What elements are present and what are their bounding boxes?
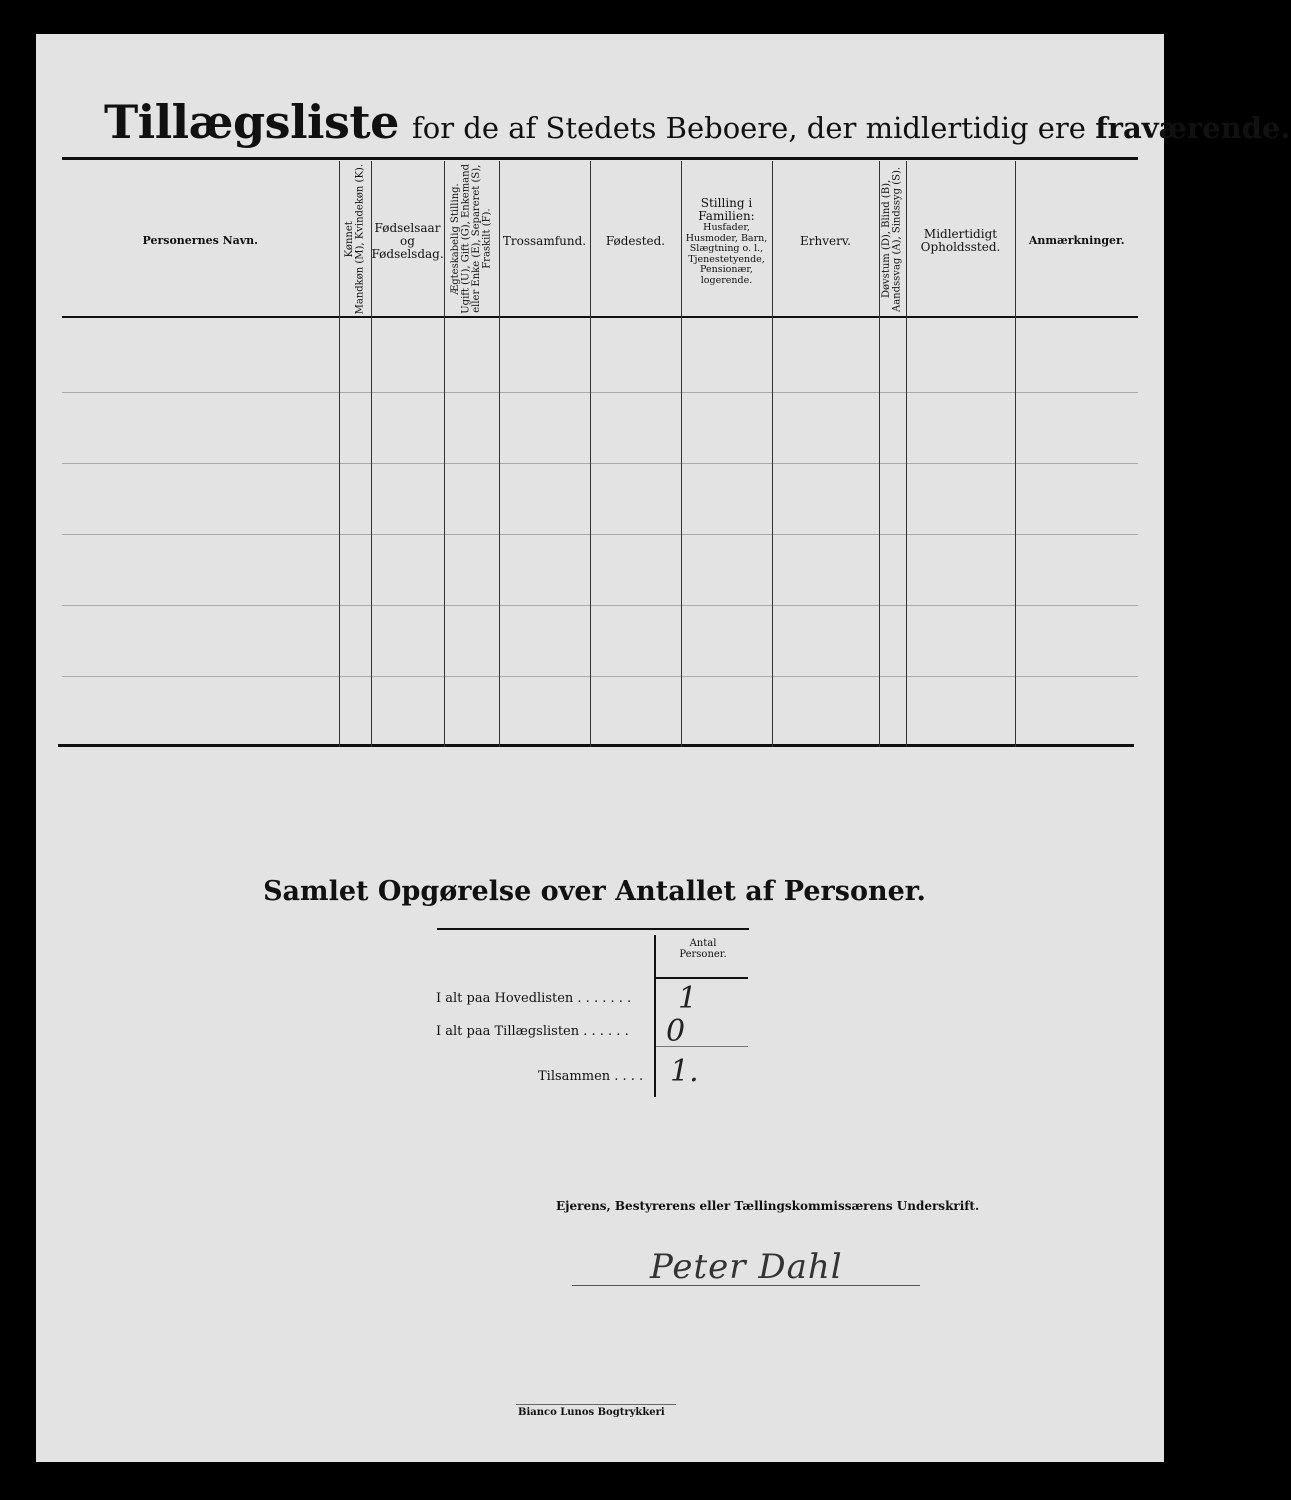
table-cell <box>681 676 772 747</box>
table-cell <box>62 322 339 393</box>
table-cell <box>681 534 772 605</box>
table-cell <box>906 676 1015 747</box>
table-cell <box>772 322 879 393</box>
table-cell <box>444 322 499 393</box>
table-cell <box>906 534 1015 605</box>
column-header-label: Døvstum (D), Blind (B), Aandssvag (A), Sindssyg (S). <box>881 166 903 312</box>
table-cell <box>879 605 906 676</box>
table-cell <box>590 463 681 534</box>
table-cell <box>62 392 339 463</box>
column-header-8 <box>879 161 906 322</box>
table-cell <box>1015 392 1138 463</box>
table-row <box>62 605 1138 676</box>
table-cell <box>772 392 879 463</box>
summary-value-tillaegslisten: 0 <box>666 1014 686 1049</box>
table-row <box>62 392 1138 463</box>
table-cell <box>371 605 444 676</box>
table-cell <box>444 534 499 605</box>
table-cell <box>879 676 906 747</box>
table-cell <box>339 605 371 676</box>
handwritten-signature: Peter Dahl <box>650 1247 843 1287</box>
table-cell <box>339 534 371 605</box>
table-cell <box>772 463 879 534</box>
table-cell <box>590 534 681 605</box>
table-cell <box>371 463 444 534</box>
table-cell <box>444 676 499 747</box>
table-cell <box>444 392 499 463</box>
summary-column-header <box>660 938 746 960</box>
table-cell <box>62 463 339 534</box>
summary-label-tillaegslisten: I alt paa Tillægslisten . . . . . . <box>436 1024 629 1039</box>
column-header-1 <box>339 161 371 322</box>
table-row <box>62 463 1138 534</box>
column-header-label: Fødselsaar og Fødselsdag. <box>371 220 444 262</box>
table-cell <box>590 322 681 393</box>
column-header-0 <box>62 161 339 322</box>
table-cell <box>772 605 879 676</box>
printer-imprint: Bianco Lunos Bogtrykkeri <box>518 1407 665 1418</box>
form-title-text: for de af Stedets Beboere, der midlertidig ere <box>412 111 1086 145</box>
form-title-rest <box>412 111 1290 145</box>
column-header-sublabel: Husfader, Husmoder, Barn, Slægtning o. l., Tjenestetyende, Pensionær, logerende. <box>685 222 768 286</box>
column-header-4 <box>499 161 590 322</box>
table-cell <box>590 605 681 676</box>
table-cell <box>1015 605 1138 676</box>
printer-rule <box>516 1404 676 1405</box>
table-row <box>62 534 1138 605</box>
column-header-10 <box>1015 161 1138 322</box>
column-header-6 <box>681 161 772 322</box>
table-cell <box>681 463 772 534</box>
form-title-main: Tillægsliste <box>104 95 399 149</box>
column-header-label: Ægteskabelig Stilling. Ugift (U), Gift (G), Enkemand eller Enke (E), Separeret (S), Fraskilt (F). <box>449 164 492 314</box>
column-header-9 <box>906 161 1015 322</box>
column-header-label: Stilling i Familien: <box>698 195 755 224</box>
table-cell <box>906 322 1015 393</box>
column-header-2 <box>371 161 444 322</box>
column-header-label: Midlertidigt Opholdssted. <box>920 227 1001 255</box>
table-cell <box>1015 463 1138 534</box>
table-cell <box>499 605 590 676</box>
table-header-row <box>62 161 1138 322</box>
table-cell <box>371 392 444 463</box>
table-cell <box>772 676 879 747</box>
table-cell <box>62 534 339 605</box>
antal-personer-label: Antal Personer. <box>679 938 727 960</box>
table-cell <box>1015 676 1138 747</box>
table-cell <box>681 605 772 676</box>
table-cell <box>879 392 906 463</box>
summary-vertical-rule <box>654 935 656 1097</box>
table-cell <box>371 322 444 393</box>
summary-header-rule <box>656 977 748 979</box>
table-cell <box>906 463 1015 534</box>
absentees-table <box>62 161 1138 747</box>
table-body <box>62 322 1138 747</box>
table-cell <box>499 676 590 747</box>
table-cell <box>371 676 444 747</box>
table-cell <box>339 463 371 534</box>
table-cell <box>1015 534 1138 605</box>
table-row <box>62 676 1138 747</box>
table-cell <box>906 392 1015 463</box>
summary-top-rule <box>437 928 749 930</box>
column-header-label: Fødested. <box>605 233 666 248</box>
form-title <box>104 95 1291 149</box>
table-cell <box>444 605 499 676</box>
signature-label: Ejerens, Bestyrerens eller Tællingskommissærens Underskrift. <box>556 1199 980 1213</box>
summary-value-tilsammen: 1. <box>670 1054 699 1089</box>
summary-label-hovedlisten: I alt paa Hovedlisten . . . . . . . <box>436 991 632 1006</box>
table-cell <box>499 322 590 393</box>
table-cell <box>444 463 499 534</box>
table-cell <box>339 676 371 747</box>
table-cell <box>339 322 371 393</box>
table-cell <box>879 463 906 534</box>
column-header-5 <box>590 161 681 322</box>
summary-label-tilsammen: Tilsammen . . . . <box>538 1069 644 1084</box>
column-header-label: Erhverv. <box>799 233 851 248</box>
column-header-7 <box>772 161 879 322</box>
column-header-label: Kønnet Mandkøn (M), Kvindekøn (K). <box>343 163 365 315</box>
table-cell <box>681 392 772 463</box>
table-cell <box>590 392 681 463</box>
table-cell <box>772 534 879 605</box>
table-cell <box>681 322 772 393</box>
column-header-label: Personernes Navn. <box>142 234 258 247</box>
form-title-emphasis: fraværende. <box>1095 111 1291 145</box>
table-cell <box>339 392 371 463</box>
summary-title: Samlet Opgørelse over Antallet af Personer. <box>263 876 926 907</box>
table-cell <box>62 605 339 676</box>
column-header-label: Anmærkninger. <box>1028 234 1125 247</box>
table-cell <box>590 676 681 747</box>
table-cell <box>879 534 906 605</box>
table-cell <box>371 534 444 605</box>
table-cell <box>62 676 339 747</box>
table-cell <box>499 534 590 605</box>
table-cell <box>499 463 590 534</box>
table-cell <box>879 322 906 393</box>
summary-value-hovedlisten: 1 <box>678 981 698 1016</box>
table-cell <box>906 605 1015 676</box>
table-cell <box>499 392 590 463</box>
column-header-label: Trossamfund. <box>502 233 587 248</box>
column-header-3 <box>444 161 499 322</box>
table-cell <box>1015 322 1138 393</box>
table-top-rule <box>62 157 1138 160</box>
table-row <box>62 322 1138 393</box>
